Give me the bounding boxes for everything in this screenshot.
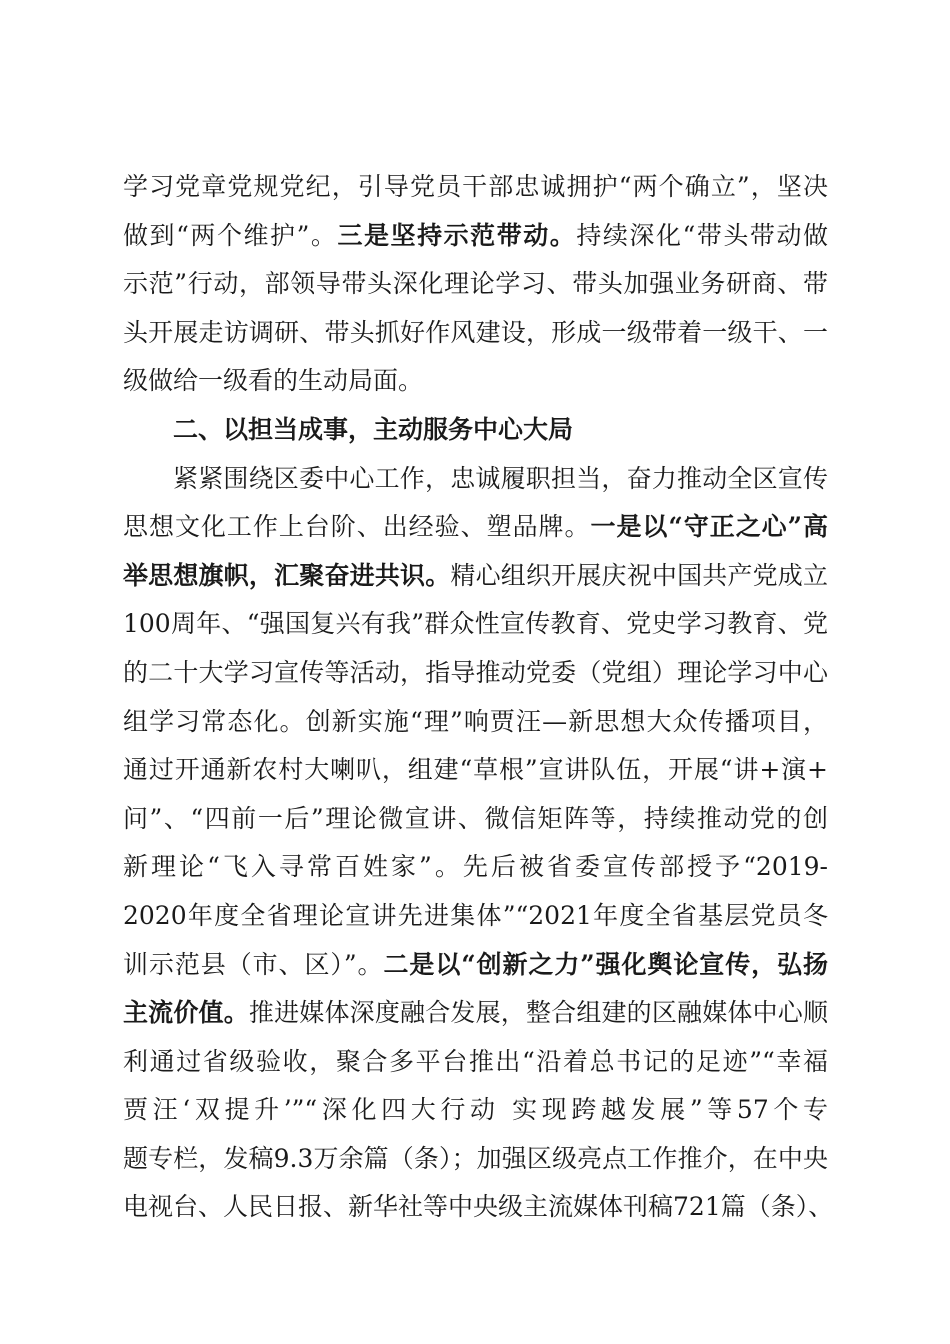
document-body bbox=[123, 163, 834, 1232]
text-line: 问”、“四前一后”理论微宣讲、微信矩阵等，持续推动党的创 bbox=[123, 803, 828, 833]
text-line: 紧紧围绕区委中心工作，忠诚履职担当，奋力推动全区宣传 bbox=[173, 463, 828, 493]
paragraph-2 bbox=[123, 455, 834, 1233]
text-line bbox=[123, 989, 828, 1038]
paragraph-1 bbox=[123, 163, 828, 406]
text-run: 持续深化“带头带动做 bbox=[576, 220, 828, 250]
text-line: 电视台、人民日报、新华社等中央级主流媒体刊稿721篇（条）、 bbox=[123, 1192, 834, 1222]
text-line: 的二十大学习宣传等活动，指导推动党委（党组）理论学习中心 bbox=[123, 657, 828, 687]
text-line: 2020年度全省理论宣讲先进集体”“2021年度全省基层党员冬 bbox=[123, 900, 828, 930]
bold-phrase: 二是以“创新之力”强化舆论宣传，弘扬 bbox=[383, 949, 828, 979]
text-line bbox=[123, 503, 828, 552]
text-line: 利通过省级验收，聚合多平台推出“沿着总书记的足迹”“幸福 bbox=[123, 1046, 828, 1076]
text-line bbox=[123, 212, 828, 261]
bold-phrase: 一是以“守正之心”高 bbox=[590, 512, 828, 542]
bold-phrase: 三是坚持示范带动。 bbox=[337, 220, 577, 250]
text-run: 精心组织开展庆祝中国共产党成立 bbox=[450, 560, 828, 590]
text-line: 题专栏，发稿9.3万余篇（条）；加强区级亮点工作推介，在中央 bbox=[123, 1143, 828, 1173]
heading-text: 二、以担当成事，主动服务中心大局 bbox=[173, 414, 574, 444]
section-heading bbox=[123, 406, 828, 455]
text-line: 学习党章党规党纪，引导党员干部忠诚拥护“两个确立”，坚决 bbox=[123, 172, 828, 201]
text-line: 头开展走访调研、带头抓好作风建设，形成一级带着一级干、一 bbox=[123, 317, 828, 347]
text-run: 做到“两个维护”。 bbox=[123, 220, 338, 250]
text-run: 推进媒体深度融合发展，整合组建的区融媒体中心顺 bbox=[248, 998, 828, 1028]
text-line: 100周年、“强国复兴有我”群众性宣传教育、党史学习教育、党 bbox=[123, 609, 828, 639]
text-line bbox=[123, 941, 828, 990]
bold-phrase: 举思想旗帜，汇聚奋进共识。 bbox=[123, 560, 451, 590]
text-line: 示范”行动，部领导带头深化理论学习、带头加强业务研商、带 bbox=[123, 269, 828, 299]
text-line: 组学习常态化。创新实施“理”响贾汪—新思想大众传播项目， bbox=[123, 706, 828, 736]
text-line: 新理论“飞入寻常百姓家”。先后被省委宣传部授予“2019- bbox=[123, 852, 828, 882]
text-run: 训示范县（市、区）”。 bbox=[123, 949, 384, 979]
text-line: 贾汪‘双提升’”“深化四大行动 实现跨越发展”等57个专 bbox=[123, 1095, 828, 1125]
bold-phrase: 主流价值。 bbox=[123, 998, 249, 1028]
text-run: 思想文化工作上台阶、出经验、塑品牌。 bbox=[123, 512, 591, 542]
text-line bbox=[123, 552, 828, 601]
text-line: 通过开通新农村大喇叭，组建“草根”宣讲队伍，开展“讲+演+ bbox=[123, 755, 828, 785]
text-line: 级做给一级看的生动局面。 bbox=[123, 366, 424, 396]
